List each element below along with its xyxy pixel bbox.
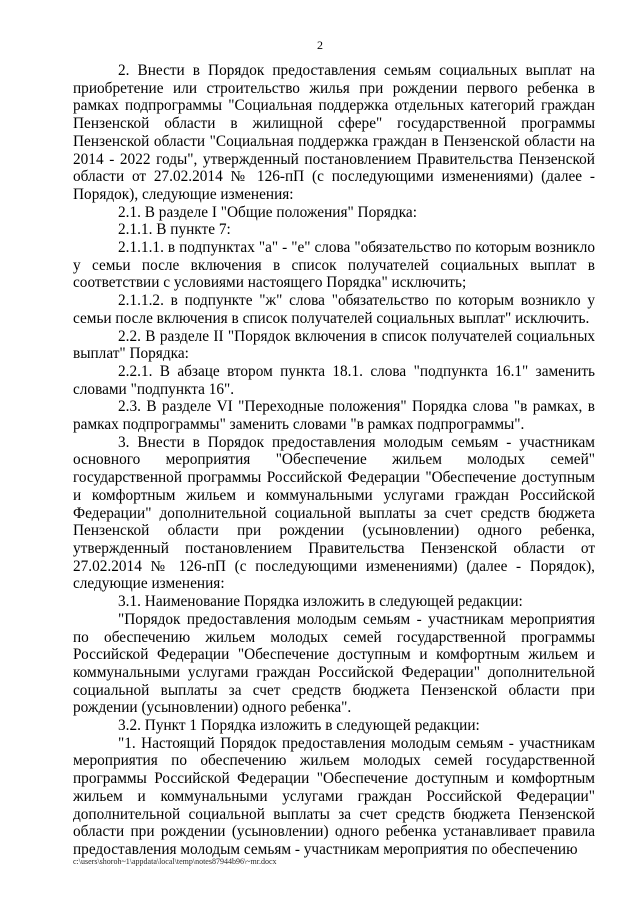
paragraph-item-2-3: 2.3. В разделе VI "Переходные положения" Порядка слова "в рамках, в рамках подпрограммы" заменить словами "в рамках подпрограммы". bbox=[73, 398, 595, 434]
paragraph-item-2-2-1: 2.2.1. В абзаце втором пункта 18.1. слова "подпункта 16.1" заменить словами "подпункта 16". bbox=[73, 362, 595, 398]
paragraph-item-2-1-1: 2.1.1. В пункте 7: bbox=[118, 221, 231, 239]
paragraph-item-2-1-1-2: 2.1.1.2. в подпункте "ж" слова "обязательство по которым возникло у семьи после включения в список получателей социальных выплат" исключить. bbox=[73, 292, 595, 327]
paragraph-item-3: 3. Внести в Порядок предоставления молодым семьям - участникам основного мероприятия "Обеспечение жильем молодых семей" государственной программы Российской Федерации "Обеспечение доступным и комфортным жильем и коммунальными услугами граждан Российской Федерации" дополнительной социальной выплаты за счет средств бюджета Пензенской области при рождении (усыновлении) одного ребенка, утвержденный постановлением Правительства Пензенской области от 27.02.2014 № 126-пП (с последующими изменениями) (далее - Порядок), следующие изменения: bbox=[73, 433, 595, 593]
paragraph-item-3-2: 3.2. Пункт 1 Порядка изложить в следующей редакции: bbox=[118, 717, 480, 735]
document-body bbox=[73, 62, 595, 859]
paragraph-item-2-2: 2.2. В разделе II "Порядок включения в список получателей социальных выплат" Порядка: bbox=[73, 327, 595, 363]
paragraph-item-3-1: 3.1. Наименование Порядка изложить в следующей редакции: bbox=[118, 593, 523, 611]
page-number: 2 bbox=[317, 38, 323, 52]
paragraph-quoted-point-1: "1. Настоящий Порядок предоставления молодым семьям - участникам мероприятия по обеспечению жильем молодых семей государственной программы Российской Федерации "Обеспечение доступным и комфортным жильем и коммунальными услугами граждан Российской Федерации" дополнительной социальной выплаты за счет средств бюджета Пензенской области при рождении (усыновлении) одного ребенка устанавливает правила предоставления молодым семьям - участникам мероприятия по обеспечению bbox=[73, 734, 595, 858]
paragraph-item-2: 2. Внести в Порядок предоставления семьям социальных выплат на приобретение или строительство жилья при рождении первого ребенка в рамках подпрограммы "Социальная поддержка отдельных категорий граждан Пензенской области в жилищной сфере" государственной программы Пензенской области "Социальная поддержка граждан в Пензенской области на 2014 - 2022 годы", утвержденный постановлением Правительства Пензенской области от 27.02.2014 № 126-пП (с последующими изменениями) (далее - Порядок), следующие изменения: bbox=[73, 62, 595, 203]
paragraph-item-2-1-1-1: 2.1.1.1. в подпунктах "а" - "е" слова "обязательство по которым возникло у семьи после включения в список получателей социальных выплат в соответствии с условиями настоящего Порядка" исключить; bbox=[73, 239, 595, 292]
paragraph-item-2-1: 2.1. В разделе I "Общие положения" Порядка: bbox=[118, 203, 417, 221]
paragraph-quoted-title: "Порядок предоставления молодым семьям - участникам мероприятия по обеспечению жильем молодых семей государственной программы Российской Федерации "Обеспечение доступным и комфортным жильем и коммунальными услугами граждан Российской Федерации" дополнительной социальной выплаты за счет средств бюджета Пензенской области при рождении (усыновлении) одного ребенка". bbox=[73, 610, 595, 717]
file-path-footer: c:\users\shoroh~1\appdata\local\temp\notes87944b96\~mr.docx bbox=[73, 857, 277, 866]
